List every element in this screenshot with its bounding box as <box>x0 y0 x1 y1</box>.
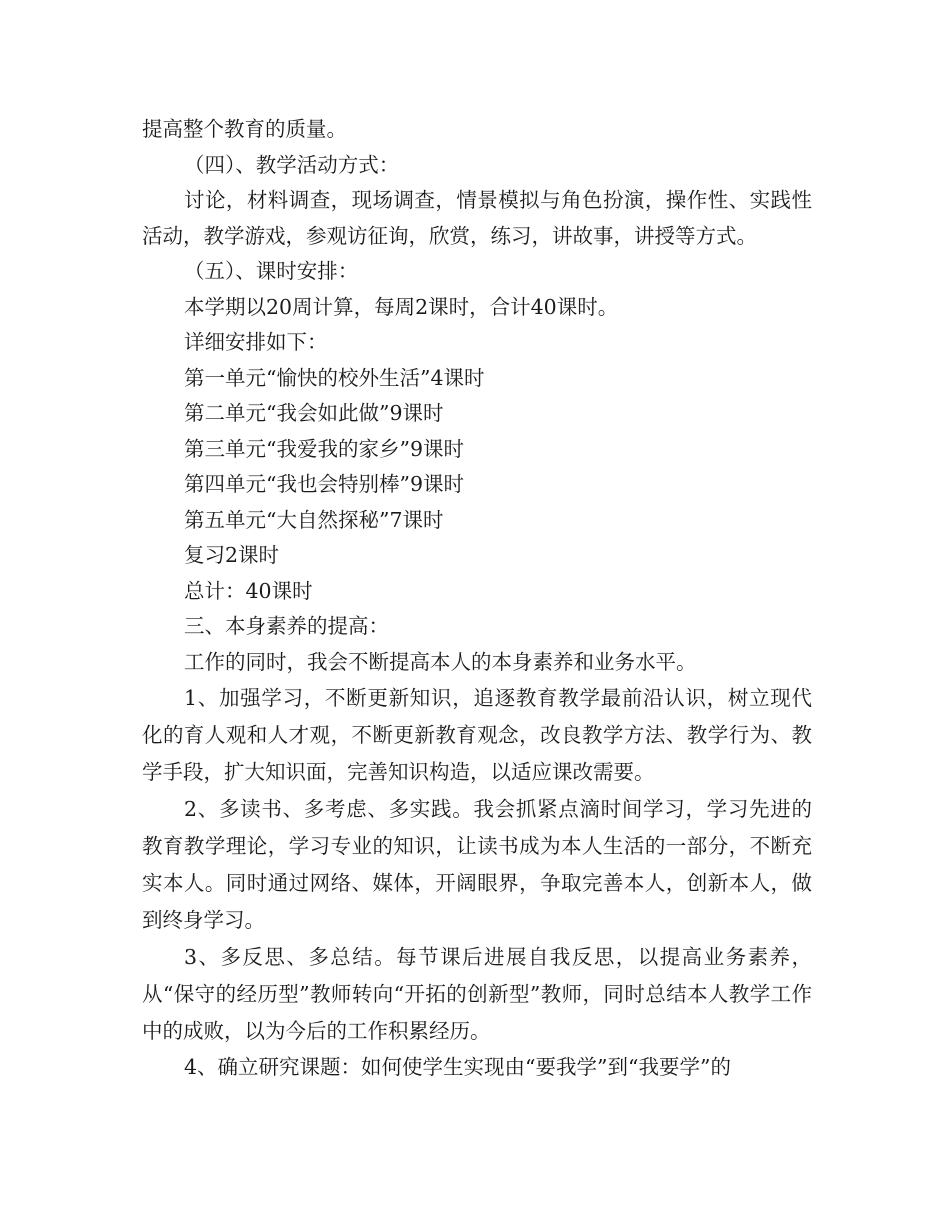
paragraph-continuation: 提高整个教育的质量。 <box>142 117 347 141</box>
schedule-unit-3: 第三单元“我爱我的家乡”9课时 <box>184 436 465 461</box>
paragraph-item-4: 4、确立研究课题：如何使学生实现由“要我学”到“我要学”的 <box>184 1055 731 1079</box>
schedule-unit-4: 第四单元“我也会特别棒”9课时 <box>184 472 465 496</box>
heading-self-improvement: 三、本身素养的提高： <box>184 614 389 638</box>
heading-teaching-methods: （四）、教学活动方式： <box>184 152 400 177</box>
schedule-review: 复习2课时 <box>184 543 280 567</box>
paragraph-self-improvement-intro: 工作的同时，我会不断提高本人的本身素养和业务水平。 <box>184 649 697 674</box>
heading-class-hours: （五）、课时安排： <box>184 259 359 283</box>
schedule-total: 总计：40课时 <box>184 578 313 603</box>
paragraph-item-3: 3、多反思、多总结。每节课后进展自我反思，以提高业务素养，从“保守的经历型”教师转向“开拓的创新型”教师，同时总结本人教学工作中的成败，以为今后的工作积累经历。 <box>142 945 812 1043</box>
document-page <box>142 112 812 1086</box>
paragraph-schedule-intro: 详细安排如下： <box>184 330 328 354</box>
paragraph-semester-hours: 本学期以20周计算，每周2课时，合计40课时。 <box>184 294 619 319</box>
paragraph-methods-list: 讨论，材料调查，现场调查，情景模拟与角色扮演，操作性、实践性活动，教学游戏，参观访征询，欣赏，练习，讲故事，讲授等方式。 <box>142 188 812 248</box>
paragraph-item-2: 2、多读书、多考虑、多实践。我会抓紧点滴时间学习，学习先进的教育教学理论，学习专业的知识，让读书成为本人生活的一部分，不断充实本人。同时通过网络、媒体，开阔眼界，争取完善本人，创新本人，做到终身学习。 <box>142 797 812 932</box>
paragraph-item-1: 1、加强学习，不断更新知识，追逐教育教学最前沿认识，树立现代化的育人观和人才观，不断更新教育观念，改良教学方法、教学行为、教学手段，扩大知识面，完善知识构造，以适应课改需要。 <box>142 686 812 784</box>
schedule-unit-2: 第二单元“我会如此做”9课时 <box>184 401 444 425</box>
schedule-unit-5: 第五单元“大自然探秘”7课时 <box>184 507 444 532</box>
schedule-unit-1: 第一单元“愉快的校外生活”4课时 <box>184 365 485 390</box>
